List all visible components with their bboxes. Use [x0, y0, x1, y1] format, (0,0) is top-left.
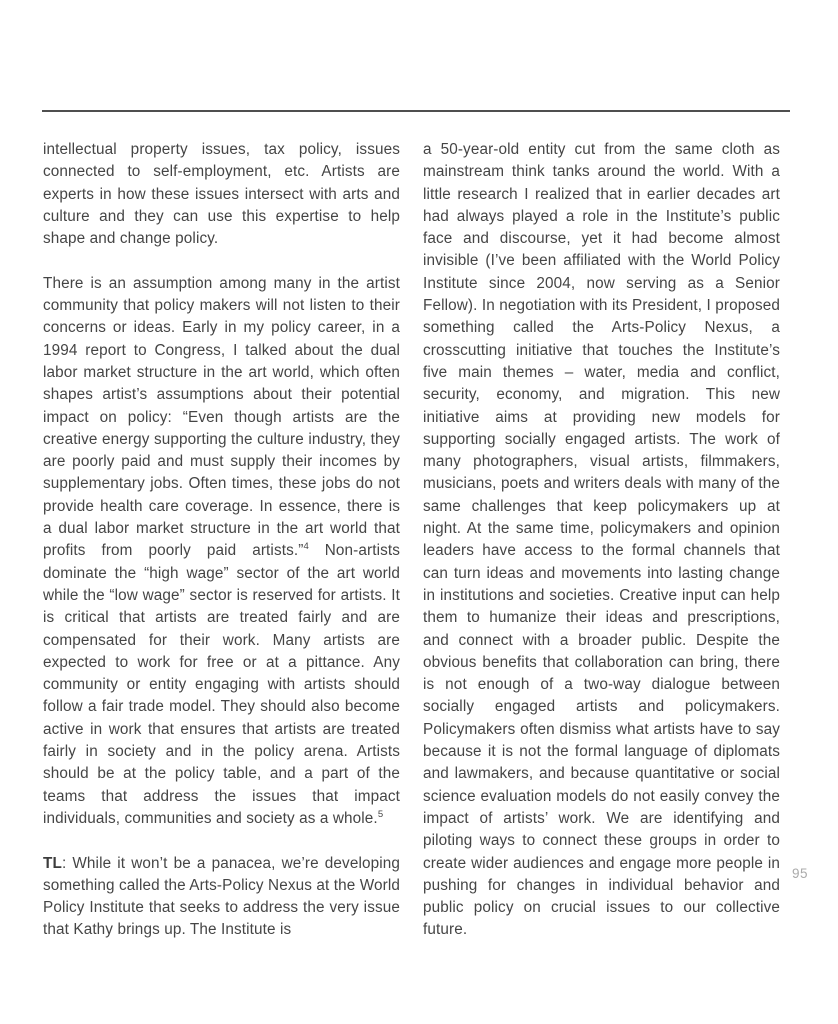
text-segment: There is an assumption among many in the artist community that policy makers will not listen to their concerns or ideas. Early in my policy career, in a 1994 report to Congress, I talked about the dual labor market structure in the art world, which often shapes artist’s assumptions about their potential impact on policy: “Even though artists are the creative energy supporting the culture industry, they are poorly paid and must supply their incomes by supplementary jobs. Often times, these jobs do not provide health care coverage. In essence, there is a dual labor market structure in the art world that profits from poorly paid artists.”: [43, 274, 400, 560]
header-rule: [42, 110, 790, 112]
text-segment: Non-artists dominate the “high wage” sector of the art world while the “low wage” sector is reserved for artists. It is critical that artists are treated fairly and are compensated for their work. Many artists are expected to work for free or at a pittance. Any community or entity engaging with artists should follow a fair trade model. They should also become active in work that ensures that artists are treated fairly in society and in the policy arena. Artists should be at the policy table, and a part of the teams that address the issues that impact individuals, communities and society as a whole.: [43, 542, 400, 827]
text-segment: intellectual property issues, tax policy, issues connected to self-employment, etc. Artists are experts in how these issues intersect with arts and culture and they can use this expertise to help shape and change policy.: [43, 141, 400, 248]
page-number: 95: [792, 866, 809, 881]
paragraph: [43, 273, 400, 830]
footnote-reference: 5: [377, 808, 384, 820]
text-segment: a 50-year-old entity cut from the same cloth as mainstream think tanks around the world. With a little research I realized that in earlier decades art had always played a role in the Institute’s public face and discourse, yet it had become almost invisible (I’ve been affiliated with the World Policy Institute since 2004, now serving as a Senior Fellow). In negotiation with its President, I proposed something called the Arts-Policy Nexus, a crosscutting initiative that touches the Institute’s five main themes – water, media and conflict, security, economy, and migration. This new initiative aims at providing new models for supporting socially engaged artists. The work of many photographers, visual artists, filmmakers, musicians, poets and writers deals with many of the same challenges that keep policymakers up at night. At the same time, policymakers and opinion leaders have access to the formal channels that can turn ideas and movements into lasting change in institutions and societies. Creative input can help them to humanize their ideas and prescriptions, and connect with a broader public. Despite the obvious benefits that collaboration can bring, there is not enough of a two-way dialogue between socially engaged artists and policymakers. Policymakers often dismiss what artists have to say because it is not the formal language of diplomats and lawmakers, and because quantitative or social science evaluation models do not easily convey the impact of artists’ work. We are identifying and piloting ways to connect these groups in order to create wider audiences and engage more people in pushing for changes in individual behavior and public policy on crucial issues to our collective future.: [423, 141, 780, 939]
text-segment: : While it won’t be a panacea, we’re developing something called the Arts-Policy Nexus at the World Policy Institute that seeks to address the very issue that Kathy brings up. The Institute is: [43, 854, 400, 939]
right-column: [423, 139, 780, 942]
footnote-reference: 4: [303, 541, 309, 553]
paragraph: [43, 853, 400, 942]
paragraph: [43, 139, 400, 250]
paragraph: [423, 139, 780, 942]
left-column: [43, 139, 400, 942]
text-columns: [43, 139, 780, 942]
speaker-label: TL: [43, 854, 62, 872]
